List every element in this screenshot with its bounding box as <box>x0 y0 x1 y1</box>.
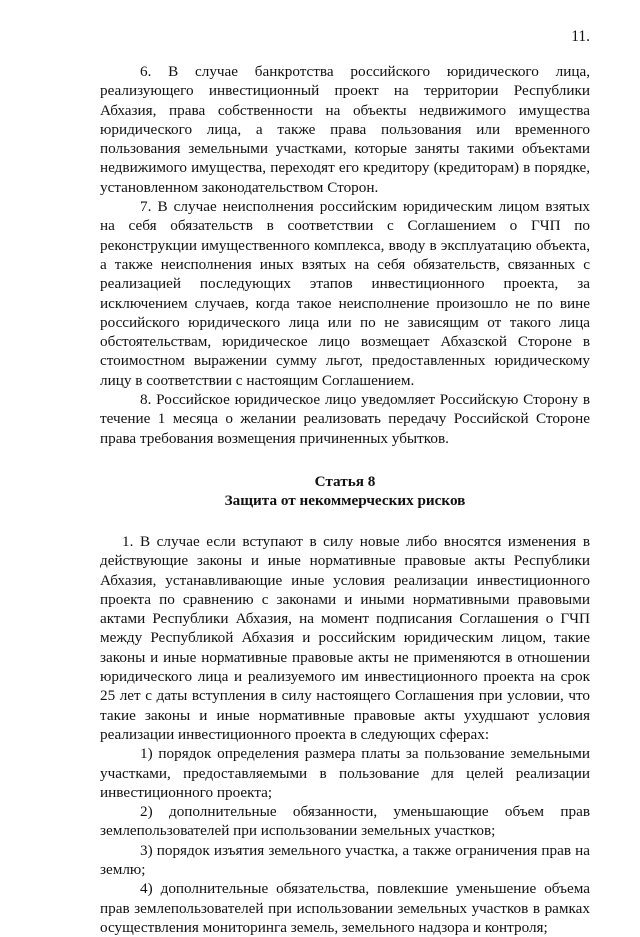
article-heading <box>100 472 590 511</box>
paragraph-6: 6. В случае банкротства российского юридического лица, реализующего инвестиционный проект на территории Республики Абхазия, права собственности на объекты недвижимого имущества юридического лица, а также права пользования или временного пользования земельными участками, которые заняты такими объектами недвижимого имущества, переходят его кредитору (кредиторам) в порядке, установленном законодательством Сторон. <box>100 63 590 196</box>
list-item-2: 2) дополнительные обязанности, уменьшающие объем прав землепользователей при использовании земельных участков; <box>100 803 590 840</box>
paragraph-8: 8. Российское юридическое лицо уведомляет Российскую Сторону в течение 1 месяца о желании реализовать передачу Российской Стороне права требования возмещения причиненных убытков. <box>100 391 590 447</box>
article-number: Статья 8 <box>314 472 376 490</box>
article-8-paragraph-1: 1. В случае если вступают в силу новые либо вносятся изменения в действующие законы и иные нормативные правовые акты Республики Абхазия, устанавливающие иные условия реализации инвестиционного проекта по сравнению с законами и иными нормативными правовыми актами Республики Абхазия, на момент подписания Соглашения о ГЧП между Республикой Абхазия и российским юридическим лицом, такие законы и иные нормативные правовые акты не применяются в отношении юридического лица и реализуемого им инвестиционного проекта на срок 25 лет с даты вступления в силу настоящего Соглашения при условии, что такие законы и иные нормативные правовые акты ухудшают условия реализации инвестиционного проекта в следующих сферах: <box>100 532 590 743</box>
paragraph-7: 7. В случае неисполнения российским юридическим лицом взятых на себя обязательств в соответствии с Соглашением о ГЧП по реконструкции имущественного комплекса, вводу в эксплуатацию объекта, а также неисполнения иных взятых на себя обязательств, связанных с реализацией последующих этапов инвестиционного проекта, за исключением случаев, когда такое неисполнение произошло не по вине российского юридического лица или по не зависящим от такого лица обстоятельствам, юридическое лицо возмещает Абхазской Стороне в стоимостном выражении сумму льгот, предоставленных юридическому лицу в соответствии с настоящим Соглашением. <box>100 198 590 389</box>
document-body <box>100 62 590 937</box>
article-title: Защита от некоммерческих рисков <box>224 492 466 510</box>
list-item-1: 1) порядок определения размера платы за пользование земельными участками, предоставляемыми в пользование для целей реализации инвестиционного проекта; <box>100 745 590 801</box>
list-item-4: 4) дополнительные обязательства, повлекшие уменьшение объема прав землепользователей при использовании земельных участков в рамках осуществления мониторинга земель, земельного надзора и контроля; <box>100 880 590 936</box>
list-item-3: 3) порядок изъятия земельного участка, а также ограничения прав на землю; <box>100 841 590 878</box>
page-number: 11. <box>571 28 590 45</box>
